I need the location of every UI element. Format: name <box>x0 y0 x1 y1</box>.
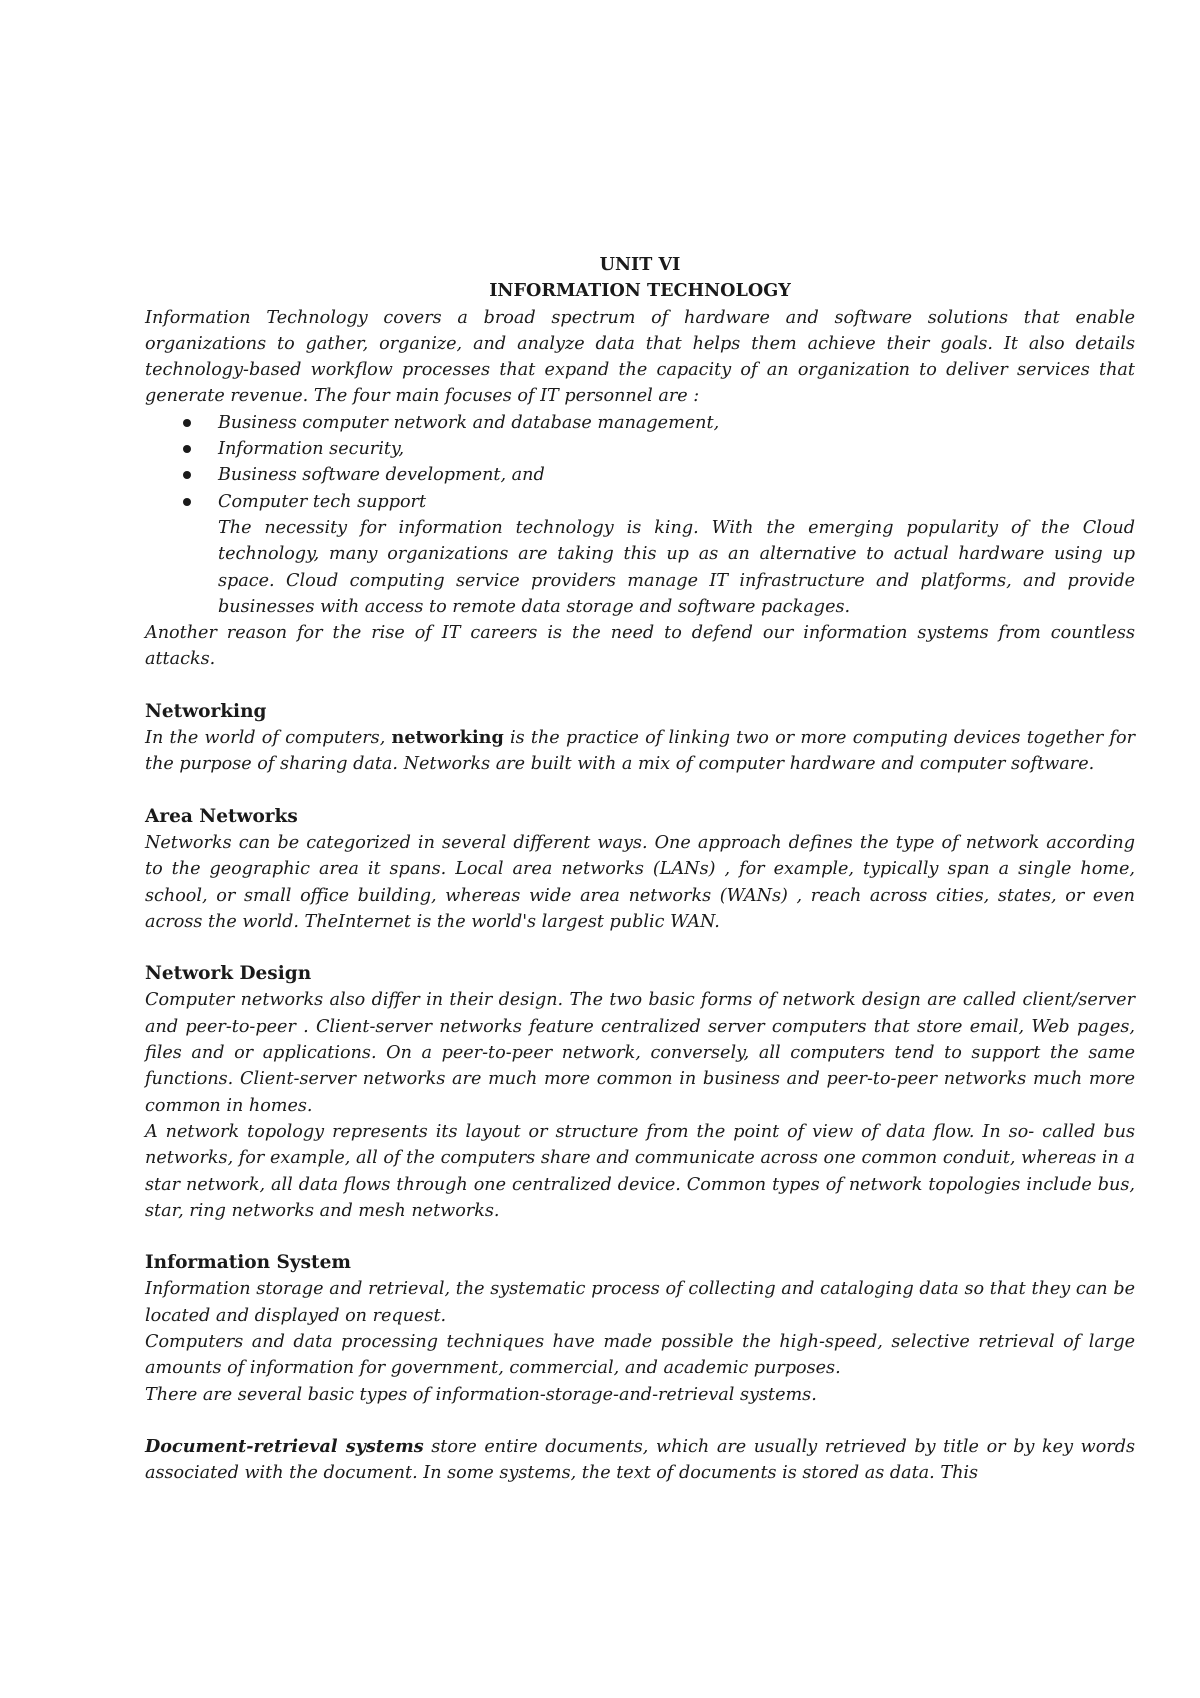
list-item: Computer tech support <box>145 489 1135 515</box>
it-focus-list <box>145 410 1135 515</box>
cloud-paragraph: The necessity for information technology is king. With the emerging popularity of the Cloud technology, many organizations are taking this up as an alternative to actual hardware using up space. Cloud computing service providers manage IT infrastructure and platforms, and provide businesses with access to remote data storage and software packages. <box>218 517 1135 617</box>
area-networks-paragraph: Networks can be categorized in several different ways. One approach defines the type of network according to the geographic area it spans. Local area networks (LANs) , for example, typically span a single home, school, or small office building, whereas wide area networks (WANs) , reach across cities, states, or even across the world. TheInternet is the world's largest public WAN. <box>145 832 1135 932</box>
section-heading-area-networks: Area Networks <box>145 805 298 827</box>
section-heading-networking: Networking <box>145 700 267 722</box>
networking-paragraph: In the world of computers, networking is the practice of linking two or more computing devices together for the purpose of sharing data. Networks are built with a mix of computer hardware and computer software. <box>145 727 1136 775</box>
bullet-icon <box>183 471 191 479</box>
list-item: Information security, <box>145 436 1135 462</box>
information-system-paragraph-2: Computers and data processing techniques have made possible the high-speed, selective retrieval of large amounts of information for government, commercial, and academic purposes. <box>145 1331 1135 1379</box>
document-retrieval-paragraph: Document-retrieval systems store entire documents, which are usually retrieved by title or by key words associated with the document. In some systems, the text of documents is stored as data. This <box>145 1435 1136 1484</box>
information-system-paragraph-1: Information storage and retrieval, the systematic process of collecting and cataloging data so that they can be located and displayed on request. <box>145 1279 1135 1326</box>
list-item: Business software development, and <box>145 462 1135 488</box>
network-design-paragraph-1: Computer networks also differ in their design. The two basic forms of network design are called client/server and peer-to-peer . Client-server networks feature centralized server computers that store email, Web pages, files and or applications. On a peer-to-peer network, conversely, all computers tend to support the same functions. Client-server networks are much more common in business and peer-to-peer networks much more common in homes. <box>145 990 1135 1116</box>
bullet-icon <box>183 445 191 453</box>
intro-paragraph: Information Technology covers a broad spectrum of hardware and software solutions that enable organizations to gather, organize, and analyze data that helps them achieve their goals. It also details technology-based workflow processes that expand the capacity of an organization to deliver services that generate revenue. The four main focuses of IT personnel are : <box>145 307 1135 407</box>
it-careers-paragraph: Another reason for the rise of IT careers is the need to defend our information systems from countless attacks. <box>145 623 1135 670</box>
bullet-icon <box>183 498 191 506</box>
chapter-title: INFORMATION TECHNOLOGY <box>489 280 791 302</box>
list-item: Business computer network and database management, <box>145 410 1135 436</box>
networking-term: networking <box>391 727 504 749</box>
unit-title: UNIT VI <box>599 254 681 275</box>
document-body <box>145 252 1135 1486</box>
information-system-paragraph-3: There are several basic types of information-storage-and-retrieval systems. <box>145 1384 817 1405</box>
document-retrieval-term: Document-retrieval systems <box>145 1435 424 1457</box>
network-design-paragraph-2: A network topology represents its layout or structure from the point of view of data flow. In so- called bus networks, for example, all of the computers share and communicate across one common conduit, whereas in a star network, all data flows through one centralized device. Common types of network topologies include bus, star, ring networks and mesh networks. <box>145 1121 1135 1221</box>
section-heading-information-system: Information System <box>145 1252 351 1274</box>
bullet-icon <box>183 419 191 427</box>
section-heading-network-design: Network Design <box>145 963 312 985</box>
